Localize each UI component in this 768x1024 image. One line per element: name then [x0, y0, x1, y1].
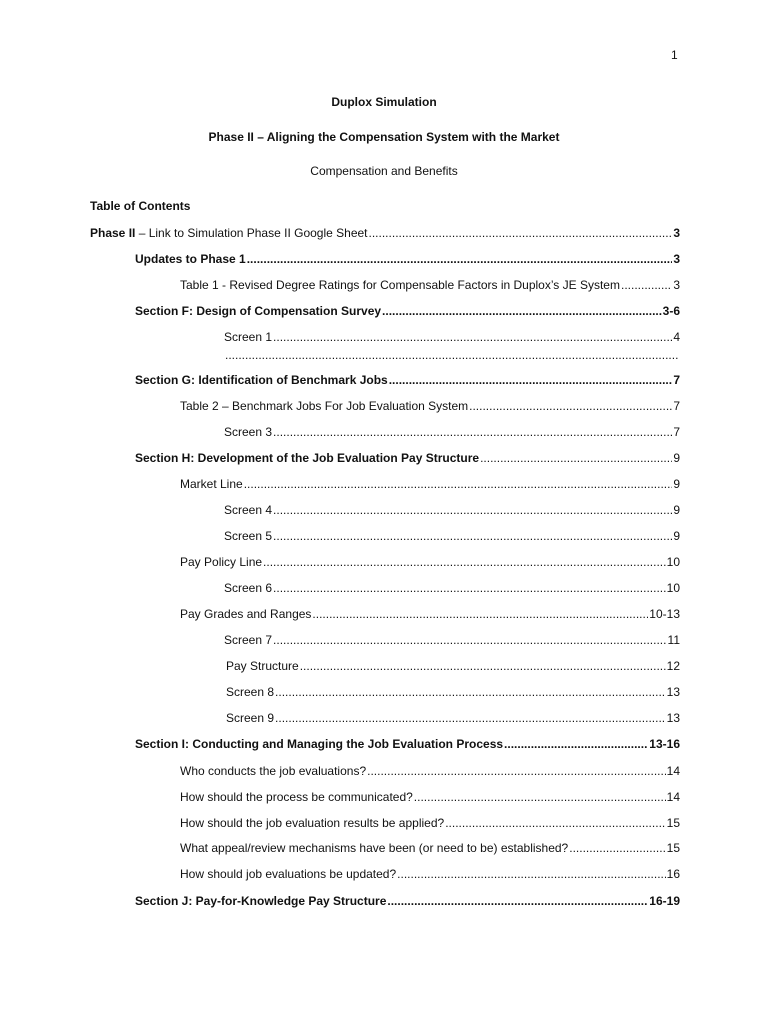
toc-leader [397, 866, 665, 882]
toc-leader [225, 347, 679, 363]
toc-entry-page: 3-6 [662, 304, 680, 318]
toc-entry-page: 12 [666, 659, 680, 673]
toc-entry-label: Screen 9 [226, 711, 275, 725]
toc-entry-label: Updates to Phase 1 [135, 252, 246, 266]
toc-entry-market-line[interactable] [180, 476, 680, 492]
toc-entry-page: 13-16 [649, 737, 680, 751]
toc-entry-label: Screen 6 [224, 581, 273, 595]
toc-entry-page: 3 [673, 278, 680, 292]
toc-leader [244, 476, 673, 492]
toc-entry-label: How should job evaluations be updated? [180, 867, 397, 881]
toc-entry-how-applied[interactable] [180, 815, 680, 831]
toc-entry-label: Section J: Pay-for-Knowledge Pay Structure [135, 894, 387, 908]
toc-entry-page: 3 [673, 226, 680, 240]
toc-entry-label: Section F: Design of Compensation Survey [135, 304, 382, 318]
toc-entry-label: How should the process be communicated? [180, 790, 413, 804]
toc-entry-page: 9 [673, 529, 680, 543]
toc-entry-label: Screen 1 [224, 330, 273, 344]
toc-entry-screen-7[interactable] [224, 632, 680, 648]
toc-entry-how-communicated[interactable] [180, 789, 680, 805]
toc-entry-page: 9 [673, 477, 680, 491]
toc-entry-section-f[interactable] [135, 303, 680, 319]
toc-leader [469, 398, 672, 414]
toc-leader [382, 303, 662, 319]
toc-entry-label: Screen 4 [224, 503, 273, 517]
toc-entry-label: Screen 8 [226, 685, 275, 699]
toc-entry-screen-4[interactable] [224, 502, 680, 518]
toc-entry-page: 16-19 [649, 894, 680, 908]
toc-entry-screen-1[interactable] [224, 329, 680, 345]
toc-entry-phase-ii[interactable] [90, 225, 680, 241]
toc-entry-label: What appeal/review mechanisms have been (or need to be) established? [180, 841, 569, 855]
toc-entry-section-i[interactable] [135, 736, 680, 752]
toc-entry-page: 14 [666, 764, 680, 778]
toc-entry-screen-6[interactable] [224, 580, 680, 596]
course-name: Compensation and Benefits [310, 164, 458, 178]
toc-entry-screen-9[interactable] [226, 710, 680, 726]
page-number: 1 [671, 48, 678, 62]
toc-entry-label: Pay Structure [226, 659, 299, 673]
toc-entry-table-1[interactable] [180, 277, 680, 293]
toc-leader [263, 554, 666, 570]
toc-entry-label: Pay Policy Line [180, 555, 263, 569]
toc-entry-page: 7 [673, 399, 680, 413]
toc-entry-label: Table 2 – Benchmark Jobs For Job Evaluation System [180, 399, 469, 413]
toc-leader [247, 251, 673, 267]
toc-leader [273, 632, 667, 648]
toc-entry-page: 7 [673, 425, 680, 439]
toc-entry-label: Screen 5 [224, 529, 273, 543]
toc-entry-page: 16 [666, 867, 680, 881]
toc-entry-page: 15 [666, 816, 680, 830]
toc-leader [300, 658, 666, 674]
toc-leader [445, 815, 665, 831]
toc-leader [389, 372, 673, 388]
toc-leader [569, 840, 665, 856]
toc-entry-label: Screen 7 [224, 633, 273, 647]
toc-entry-label: Market Line [180, 477, 243, 491]
toc-leader [621, 277, 672, 293]
toc-entry-page: 13 [666, 685, 680, 699]
toc-entry-updates[interactable] [135, 251, 680, 267]
toc-entry-section-j[interactable] [135, 893, 680, 909]
toc-entry-label: Section H: Development of the Job Evaluation Pay Structure [135, 451, 480, 465]
document-subtitle: Phase II – Aligning the Compensation System with the Market [208, 130, 560, 144]
toc-entry-page: 4 [673, 330, 680, 344]
document-title: Duplox Simulation [331, 95, 437, 109]
toc-entry-prefix: Phase II [90, 226, 136, 240]
toc-leader [387, 893, 648, 909]
toc-leader [275, 710, 666, 726]
toc-entry-how-updated[interactable] [180, 866, 680, 882]
toc-leader [312, 606, 648, 622]
toc-leader [480, 450, 672, 466]
toc-entry-table-2[interactable] [180, 398, 680, 414]
toc-entry-appeal-review[interactable] [180, 840, 680, 856]
toc-entry-page: 11 [667, 633, 680, 647]
toc-entry-page: 9 [673, 451, 680, 465]
toc-leader [275, 684, 666, 700]
toc-leader [367, 763, 666, 779]
toc-entry-page: 10-13 [649, 607, 680, 621]
toc-leader [504, 736, 648, 752]
toc-entry-label: Who conducts the job evaluations? [180, 764, 367, 778]
toc-entry-screen-5[interactable] [224, 528, 680, 544]
toc-entry-label: How should the job evaluation results be applied? [180, 816, 445, 830]
toc-leader [273, 502, 672, 518]
toc-entry-page: 10 [666, 581, 680, 595]
toc-entry-label: Section I: Conducting and Managing the Job Evaluation Process [135, 737, 504, 751]
toc-entry-label: Pay Grades and Ranges [180, 607, 312, 621]
toc-entry-label: – Link to Simulation Phase II Google Sheet [135, 226, 368, 240]
toc-entry-page: 14 [666, 790, 680, 804]
toc-empty-leader-line [224, 347, 680, 363]
toc-leader [273, 580, 666, 596]
toc-leader [369, 225, 673, 241]
toc-leader [273, 424, 672, 440]
toc-entry-label: Section G: Identification of Benchmark Jobs [135, 373, 388, 387]
toc-entry-pay-grades-ranges[interactable] [180, 606, 680, 622]
toc-entry-page: 10 [666, 555, 680, 569]
toc-entry-who-conducts[interactable] [180, 763, 680, 779]
toc-leader [273, 329, 672, 345]
toc-entry-page: 9 [673, 503, 680, 517]
toc-entry-page: 13 [666, 711, 680, 725]
toc-entry-page: 7 [673, 373, 680, 387]
toc-entry-section-g[interactable] [135, 372, 680, 388]
toc-entry-pay-structure[interactable] [226, 658, 680, 674]
toc-entry-label: Screen 3 [224, 425, 273, 439]
toc-entry-section-h[interactable] [135, 450, 680, 466]
toc-entry-screen-8[interactable] [226, 684, 680, 700]
toc-heading: Table of Contents [90, 199, 191, 213]
toc-entry-screen-3[interactable] [224, 424, 680, 440]
toc-entry-page: 3 [673, 252, 680, 266]
toc-leader [273, 528, 672, 544]
toc-leader [414, 789, 666, 805]
toc-entry-pay-policy-line[interactable] [180, 554, 680, 570]
toc-entry-label: Table 1 - Revised Degree Ratings for Compensable Factors in Duplox’s JE System [180, 278, 620, 292]
toc-entry-page: 15 [666, 841, 680, 855]
